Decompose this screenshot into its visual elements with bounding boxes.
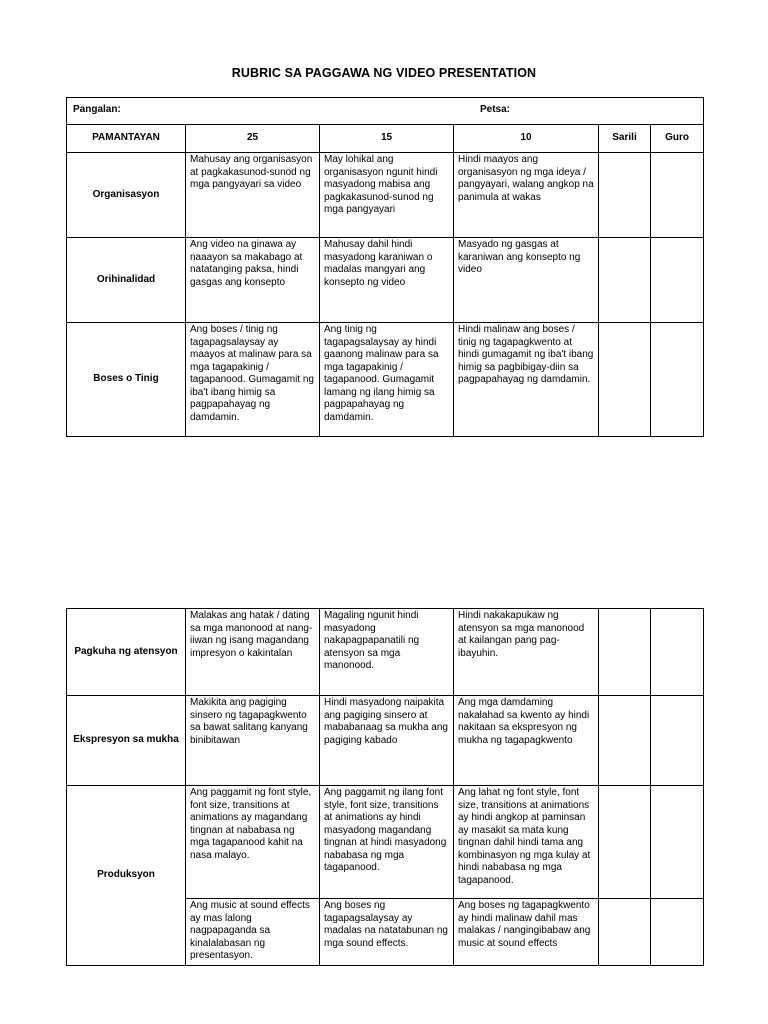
name-label: Pangalan: <box>73 104 121 116</box>
header-score-15: 15 <box>320 125 454 153</box>
descriptor-10: Hindi malinaw ang boses / tinig ng tagapagkwento at hindi gumagamit ng iba't ibang himig sa pagbibigay-diin sa pagpapahayag ng damdamin. <box>454 323 599 437</box>
descriptor-10: Hindi nakakapukaw ng atensyon sa mga manonood at kailangan pang pag-ibayuhin. <box>454 609 599 696</box>
header-teacher: Guro <box>651 125 704 153</box>
descriptor-15: Ang tinig ng tagapagsalaysay ay hindi gaanong malinaw para sa mga tagapakinig / tagapanood. Gumagamit lamang ng ilang himig sa pagpapahayag ng damdamin. <box>320 323 454 437</box>
table-row <box>67 696 704 786</box>
descriptor-25: Ang paggamit ng font style, font size, transitions at animations ay magandang tingnan at nababasa ng mga tagapanood kahit na nasa malayo. <box>186 786 320 899</box>
descriptor-10: Ang mga damdaming nakalahad sa kwento ay hindi nakitaan sa ekspresyon ng mukha ng tagapagkwento <box>454 696 599 786</box>
descriptor-10: Masyado ng gasgas at karaniwan ang konsepto ng video <box>454 238 599 323</box>
table-row <box>67 786 704 899</box>
rubric-table-part1 <box>66 97 704 437</box>
header-score-25: 25 <box>186 125 320 153</box>
criterion-label: Ekspresyon sa mukha <box>67 696 186 786</box>
criterion-label: Organisasyon <box>67 153 186 238</box>
teacher-score-cell[interactable] <box>651 153 704 238</box>
teacher-score-cell[interactable] <box>651 609 704 696</box>
teacher-score-cell[interactable] <box>651 786 704 899</box>
descriptor-15-sub: Ang boses ng tagapagsalaysay ay madalas na natatabunan ng mga sound effects. <box>320 899 454 966</box>
self-score-cell[interactable] <box>599 153 651 238</box>
descriptor-15: Ang paggamit ng ilang font style, font size, transitions at animations ay hindi masyadong magandang tingnan at hindi masyadong nababasa ng mga tagapanood. <box>320 786 454 899</box>
self-score-cell[interactable] <box>599 609 651 696</box>
header-self: Sarili <box>599 125 651 153</box>
header-row <box>67 125 704 153</box>
table-row <box>67 238 704 323</box>
criterion-label: Boses o Tinig <box>67 323 186 437</box>
descriptor-25: Makikita ang pagiging sinsero ng tagapagkwento sa bawat salitang kanyang binibitawan <box>186 696 320 786</box>
criterion-label: Orihinalidad <box>67 238 186 323</box>
criterion-label: Pagkuha ng atensyon <box>67 609 186 696</box>
info-row <box>67 98 704 125</box>
descriptor-25: Ang video na ginawa ay naaayon sa makabago at natatanging paksa, hindi gasgas ang konsepto <box>186 238 320 323</box>
table-row <box>67 153 704 238</box>
descriptor-25: Mahusay ang organisasyon at pagkakasunod-sunod ng mga pangyayari sa video <box>186 153 320 238</box>
self-score-cell[interactable] <box>599 238 651 323</box>
descriptor-15: Mahusay dahil hindi masyadong karaniwan o madalas mangyari ang konsepto ng video <box>320 238 454 323</box>
descriptor-15: Magaling ngunit hindi masyadong nakapagpapanatili ng atensyon sa mga manonood. <box>320 609 454 696</box>
self-score-cell[interactable] <box>599 899 651 966</box>
descriptor-15: May lohikal ang organisasyon ngunit hindi masyadong mabisa ang pagkakasunod-sunod ng mga pangyayari <box>320 153 454 238</box>
header-score-10: 10 <box>454 125 599 153</box>
descriptor-10: Ang lahat ng font style, font size, transitions at animations ay hindi angkop at paminsan ay masakit sa mata kung tingnan dahil hindi tama ang kombinasyon ng mga kulay at hindi nababasa ng mga tagapanood. <box>454 786 599 899</box>
descriptor-10: Hindi maayos ang organisasyon ng mga ideya / pangyayari, walang angkop na panimula at wakas <box>454 153 599 238</box>
self-score-cell[interactable] <box>599 786 651 899</box>
self-score-cell[interactable] <box>599 696 651 786</box>
descriptor-25: Malakas ang hatak / dating sa mga manonood at nang-iiwan ng isang magandang impresyon o kakintalan <box>186 609 320 696</box>
criterion-label: Produksyon <box>67 786 186 966</box>
info-cell <box>67 98 704 125</box>
header-criteria: PAMANTAYAN <box>67 125 186 153</box>
teacher-score-cell[interactable] <box>651 696 704 786</box>
table-row <box>67 323 704 437</box>
rubric-table-part2 <box>66 608 704 966</box>
table-row <box>67 609 704 696</box>
descriptor-10-sub: Ang boses ng tagapagkwento ay hindi malinaw dahil mas malakas / nangingibabaw ang music at sound effects <box>454 899 599 966</box>
descriptor-25-sub: Ang music at sound effects ay mas lalong nagpapaganda sa kinalalabasan ng presentasyon. <box>186 899 320 966</box>
teacher-score-cell[interactable] <box>651 238 704 323</box>
date-label: Petsa: <box>480 104 511 116</box>
teacher-score-cell[interactable] <box>651 899 704 966</box>
descriptor-15: Hindi masyadong naipakita ang pagiging sinsero at mababanaag sa mukha ang pagiging kabado <box>320 696 454 786</box>
descriptor-25: Ang boses / tinig ng tagapagsalaysay ay maayos at malinaw para sa mga tagapakinig / tagapanood. Gumagamit ng iba't ibang himig sa pagpapahayag ng damdamin. <box>186 323 320 437</box>
teacher-score-cell[interactable] <box>651 323 704 437</box>
page-title: RUBRIC SA PAGGAWA NG VIDEO PRESENTATION <box>231 66 537 80</box>
self-score-cell[interactable] <box>599 323 651 437</box>
